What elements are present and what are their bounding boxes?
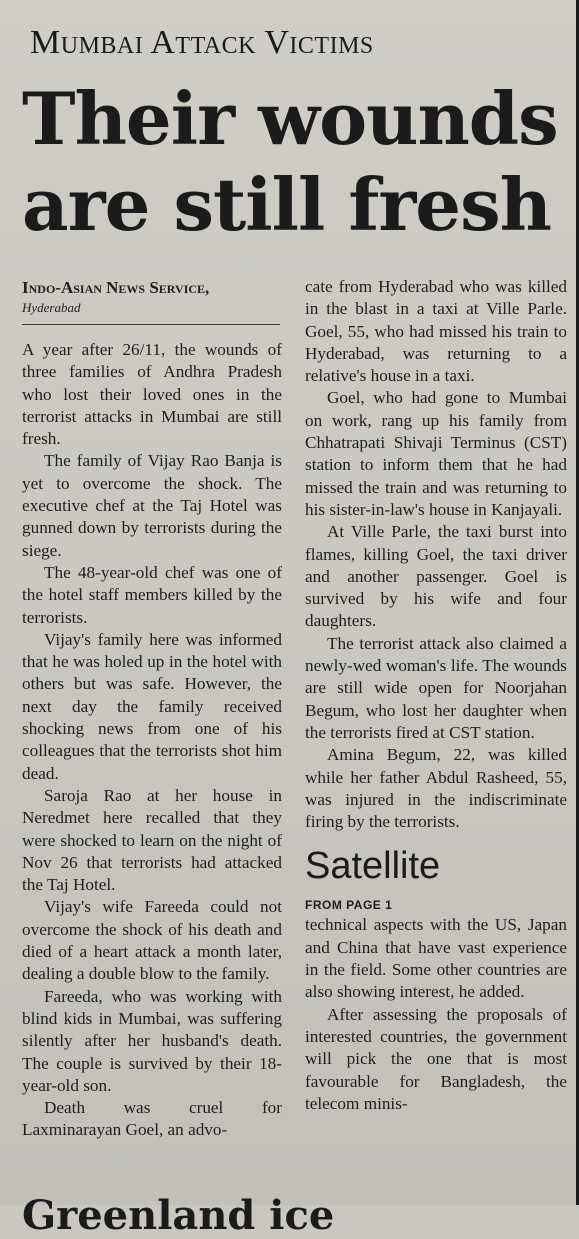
article-kicker: Mumbai Attack Victims: [30, 24, 374, 61]
article-paragraph: The 48-year-old chef was one of the hotel staff members killed by the terrorists.: [22, 562, 282, 627]
satellite-paragraph: technical aspects with the US, Japan and China that have vast experience in the field. Some other countries are also showing interest, he added.: [305, 915, 567, 1002]
article-paragraph: Vijay's family here was informed that he was holed up in the hotel with others but was safe. However, the next day the family received shocking news from one of his colleagues that the terrorists shot him dead.: [22, 629, 282, 783]
satellite-headline: Satellite: [305, 845, 441, 888]
from-page-label: FROM PAGE 1: [305, 898, 393, 913]
article-headline: Their wounds are still fresh: [22, 76, 558, 247]
article-paragraph: The family of Vijay Rao Banja is yet to overcome the shock. The executive chef at the Taj Hotel was gunned down by terrorists during the siege.: [22, 451, 282, 560]
article-paragraph: A year after 26/11, the wounds of three families of Andhra Pradesh who lost their loved ones in the terrorist attacks in Mumbai are still fresh.: [22, 340, 282, 449]
article-paragraph: Death was cruel for Laxminarayan Goel, an advo-: [22, 1098, 282, 1140]
byline-rule: [22, 324, 280, 325]
article-paragraph: Goel, who had gone to Mumbai on work, rang up his family from Chhatrapati Shivaji Terminus (CST) station to inform them that he had missed the train and was returning to his sister-in-law's house in Kanjayali.: [305, 388, 567, 519]
byline: Indo-Asian News Service,: [22, 278, 210, 297]
left-column: [22, 276, 282, 1142]
article-paragraph: The terrorist attack also claimed a newly-wed woman's life. The wounds are still wide open for Noorjahan Begum, who lost her daughter when the terrorists fired at CST station.: [305, 633, 567, 742]
article-paragraph: Saroja Rao at her house in Neredmet here recalled that they were shocked to learn on the night of Nov 26 that terrorists had attacked the Taj Hotel.: [22, 785, 282, 895]
article-paragraph: Amina Begum, 22, was killed while her father Abdul Rasheed, 55, was injured in the indiscriminate firing by the terrorists.: [305, 745, 567, 832]
article-paragraph: Fareeda, who was working with blind kids in Mumbai, was suffering silently after her husband's death. The couple is survived by their 18-year-old son.: [22, 986, 282, 1095]
dateline: Hyderabad: [22, 300, 81, 315]
next-article-headline-fragment: Greenland ice: [22, 1192, 335, 1239]
article-paragraph: At Ville Parle, the taxi burst into flames, killing Goel, the taxi driver and another passenger. Goel is survived by his wife and four daughters.: [305, 522, 567, 631]
article-paragraph: cate from Hyderabad who was killed in the blast in a taxi at Ville Parle. Goel, 55, who had missed his train to Hyderabad, was returning to a relative's house in a taxi.: [305, 277, 567, 386]
right-column: [305, 276, 567, 1115]
satellite-paragraph: After assessing the proposals of interested countries, the government will pick the one that is most favourable for Bangladesh, the telecom minis-: [305, 1004, 567, 1113]
article-paragraph: Vijay's wife Fareeda could not overcome the shock of his death and died of a heart attack a month later, dealing a double blow to the family.: [22, 897, 282, 984]
